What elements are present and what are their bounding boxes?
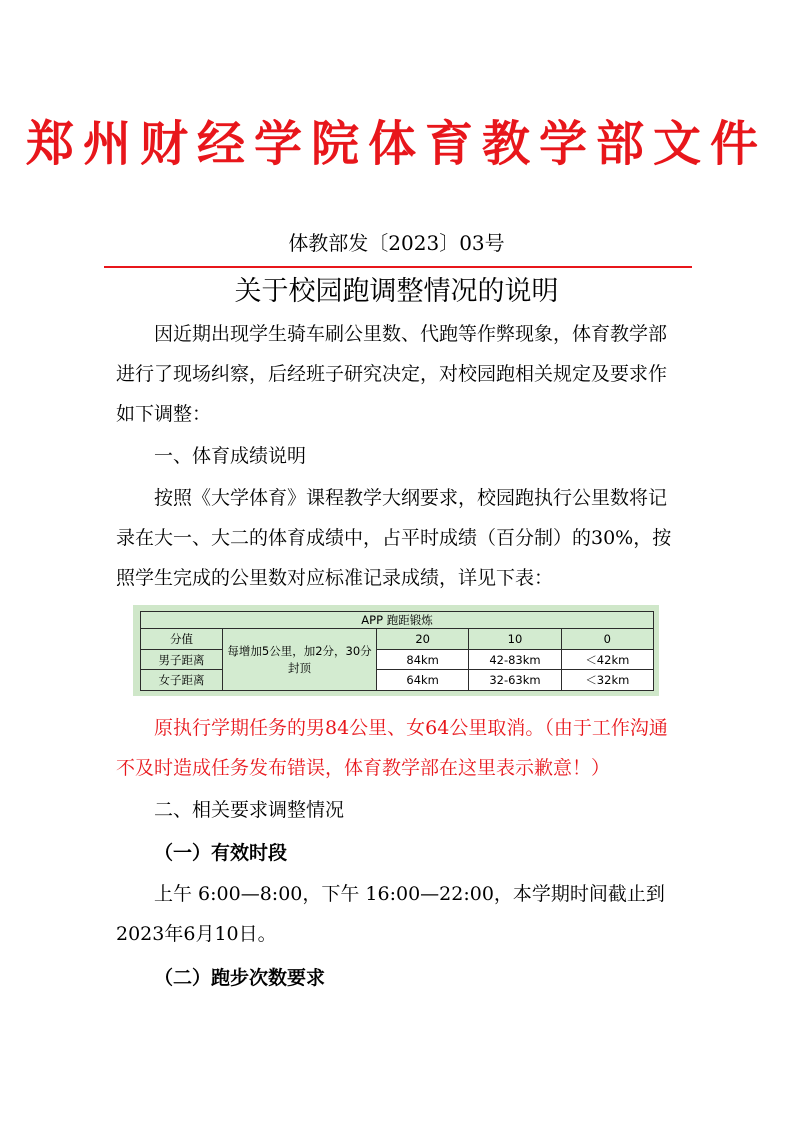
- score-cell-20: 20: [376, 629, 468, 650]
- red-divider: [104, 266, 692, 268]
- section2-heading: 二、相关要求调整情况: [154, 799, 345, 821]
- org-header-title: 郑州财经学院体育教学部文件: [25, 116, 767, 172]
- female-value-cell: 64km: [376, 670, 468, 691]
- section1-body: 按照《大学体育》课程教学大纲要求，校园跑执行公里数将记录在大一、大二的体育成绩中，占平时成绩（百分制）的30%，按照学生完成的公里数对应标准记录成绩，详见下表：: [116, 487, 672, 589]
- cancellation-notice: 原执行学期任务的男84公里、女64公里取消。（由于工作沟通不及时造成任务发布错误，体育教学部在这里表示歉意！）: [116, 717, 668, 779]
- rule-cell: 每增加5公里，加2分，30分封顶: [223, 629, 377, 691]
- document-number: 体教部发〔2023〕03号: [288, 231, 505, 255]
- male-value-cell: 42-83km: [469, 649, 561, 670]
- table-title: APP 跑距锻炼: [141, 612, 654, 629]
- male-distance-label: 男子距离: [141, 649, 223, 670]
- subsection2-heading: （二）跑步次数要求: [154, 967, 326, 989]
- subsection1-body: 上午 6:00—8:00，下午 16:00—22:00，本学期时间截止到2023年6月10日。: [116, 883, 665, 945]
- score-cell-0: 0: [561, 629, 653, 650]
- intro-paragraph: 因近期出现学生骑车刷公里数、代跑等作弊现象，体育教学部进行了现场纠察，后经班子研究决定，对校园跑相关规定及要求作如下调整：: [116, 323, 668, 425]
- female-value-cell: 32-63km: [469, 670, 561, 691]
- score-label-cell: 分值: [141, 629, 223, 650]
- female-value-cell: ＜32km: [561, 670, 653, 691]
- male-value-cell: ＜42km: [561, 649, 653, 670]
- male-value-cell: 84km: [376, 649, 468, 670]
- score-table-container: [133, 605, 659, 696]
- female-distance-label: 女子距离: [141, 670, 223, 691]
- score-table: [140, 611, 654, 691]
- score-cell-10: 10: [469, 629, 561, 650]
- document-title: 关于校园跑调整情况的说明: [234, 276, 559, 307]
- subsection1-heading: （一）有效时段: [154, 842, 288, 864]
- section1-heading: 一、体育成绩说明: [154, 445, 307, 467]
